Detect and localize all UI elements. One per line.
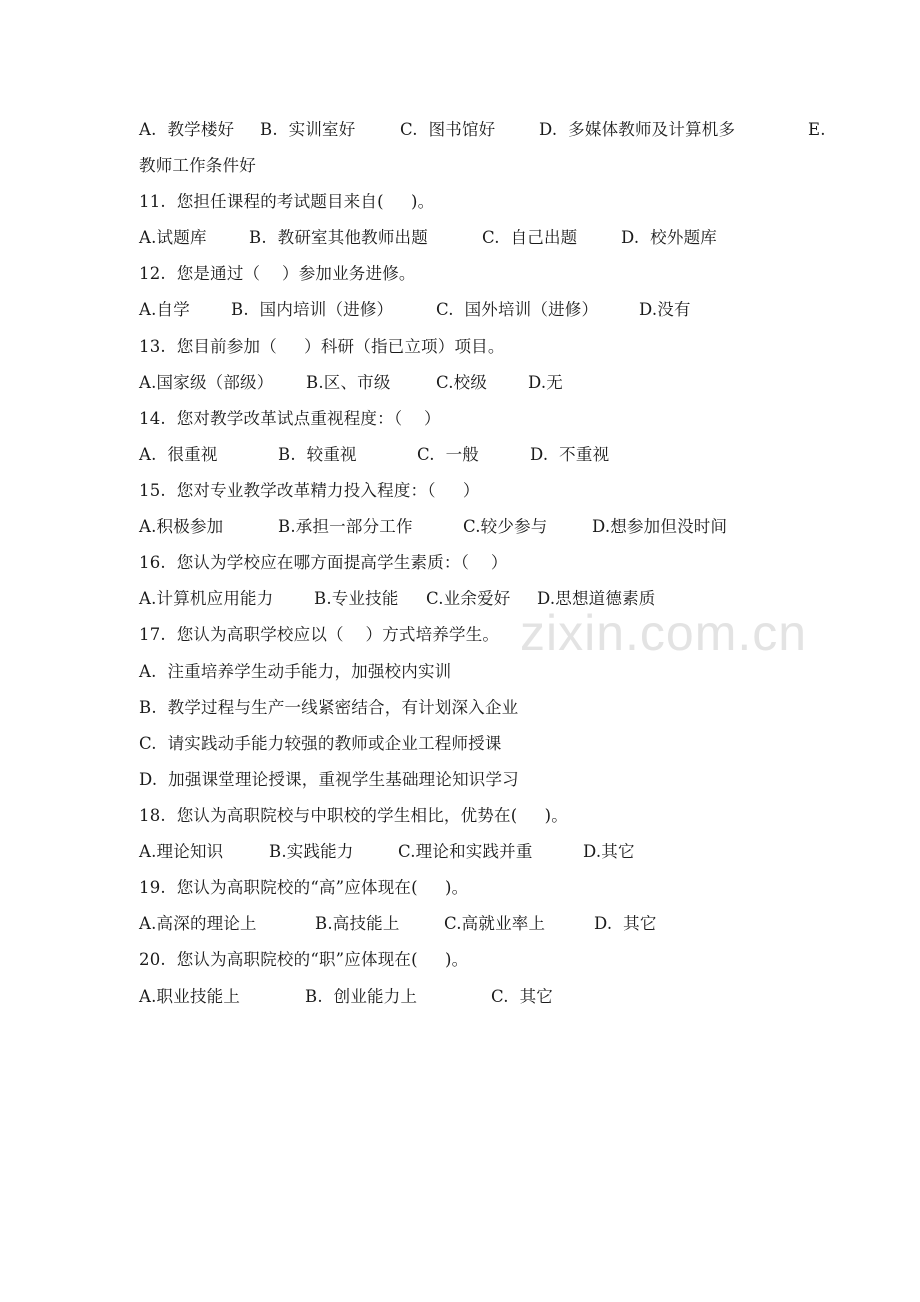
q10-option-d: D. 多媒体教师及计算机多 [539, 120, 736, 139]
question-17-stem: 17. 您认为高职学校应以（ ）方式培养学生。 [139, 625, 500, 644]
question-11-stem: 11. 您担任课程的考试题目来自( )。 [139, 192, 435, 211]
question-14-options [139, 442, 610, 468]
q12-option-c: C. 国外培训（进修） [436, 300, 599, 319]
q17-option-a: A. 注重培养学生动手能力，加强校内实训 [139, 662, 452, 681]
q17-option-d: D. 加强课堂理论授课，重视学生基础理论知识学习 [139, 770, 519, 789]
q11-option-c: C. 自己出题 [482, 228, 578, 247]
question-14-stem: 14. 您对教学改革试点重视程度：（ ） [139, 409, 441, 428]
q16-option-c: C.业余爱好 [426, 589, 511, 608]
q18-option-c: C.理论和实践并重 [398, 842, 533, 861]
q10-option-e-label: E. [808, 120, 826, 139]
q15-option-c: C.较少参与 [463, 517, 548, 536]
q14-option-b: B. 较重视 [278, 445, 357, 464]
q13-option-d: D.无 [528, 373, 563, 392]
question-15-options [139, 514, 728, 540]
question-18-options [139, 839, 635, 865]
question-12-stem: 12. 您是通过（ ）参加业务进修。 [139, 264, 416, 283]
q10-option-c: C. 图书馆好 [400, 120, 496, 139]
q14-option-a: A. 很重视 [139, 445, 218, 464]
question-20-options [139, 984, 553, 1010]
question-16-stem: 16. 您认为学校应在哪方面提高学生素质：（ ） [139, 553, 508, 572]
question-18-stem: 18. 您认为高职院校与中职校的学生相比，优势在( )。 [139, 806, 568, 825]
q15-option-a: A.积极参加 [139, 517, 224, 536]
q11-option-d: D. 校外题库 [621, 228, 717, 247]
q20-option-a: A.职业技能上 [139, 987, 241, 1006]
q19-option-b: B.高技能上 [315, 914, 400, 933]
q16-option-a: A.计算机应用能力 [139, 589, 274, 608]
q11-option-b: B. 教研室其他教师出题 [249, 228, 428, 247]
q10-option-e-text: 教师工作条件好 [139, 156, 256, 175]
q15-option-b: B.承担一部分工作 [278, 517, 413, 536]
q18-option-d: D.其它 [583, 842, 635, 861]
q10-options-row [139, 117, 826, 143]
question-13-options [139, 370, 563, 396]
q17-option-c: C. 请实践动手能力较强的教师或企业工程师授课 [139, 734, 502, 753]
q19-option-c: C.高就业率上 [444, 914, 546, 933]
question-12-options [139, 297, 691, 323]
q15-option-d: D.想参加但没时间 [592, 517, 728, 536]
q11-option-a: A.试题库 [139, 228, 207, 247]
q18-option-a: A.理论知识 [139, 842, 224, 861]
q10-option-b: B. 实训室好 [260, 120, 356, 139]
q10-option-a: A. 教学楼好 [139, 120, 235, 139]
question-15-stem: 15. 您对专业教学改革精力投入程度：（ ） [139, 481, 480, 500]
question-19-options [139, 911, 657, 937]
q20-option-c: C. 其它 [491, 987, 553, 1006]
q14-option-d: D. 不重视 [530, 445, 610, 464]
q12-option-a: A.自学 [139, 300, 190, 319]
q13-option-c: C.校级 [436, 373, 488, 392]
q14-option-c: C. 一般 [417, 445, 479, 464]
question-19-stem: 19. 您认为高职院校的“高”应体现在( )。 [139, 878, 469, 897]
question-11-options [139, 225, 717, 251]
q19-option-d: D. 其它 [594, 914, 657, 933]
question-20-stem: 20. 您认为高职院校的“职”应体现在( )。 [139, 950, 469, 969]
q12-option-b: B. 国内培训（进修） [231, 300, 394, 319]
question-16-options [139, 586, 656, 612]
watermark: zixin.com.cn [520, 605, 808, 661]
q17-option-b: B. 教学过程与生产一线紧密结合，有计划深入企业 [139, 698, 519, 717]
q16-option-b: B.专业技能 [314, 589, 399, 608]
q13-option-a: A.国家级（部级） [139, 373, 274, 392]
q12-option-d: D.没有 [639, 300, 691, 319]
q19-option-a: A.高深的理论上 [139, 914, 257, 933]
q20-option-b: B. 创业能力上 [305, 987, 418, 1006]
q13-option-b: B.区、市级 [306, 373, 391, 392]
q18-option-b: B.实践能力 [269, 842, 354, 861]
q16-option-d: D.思想道德素质 [537, 589, 656, 608]
question-13-stem: 13. 您目前参加（ ）科研（指已立项）项目。 [139, 337, 505, 356]
